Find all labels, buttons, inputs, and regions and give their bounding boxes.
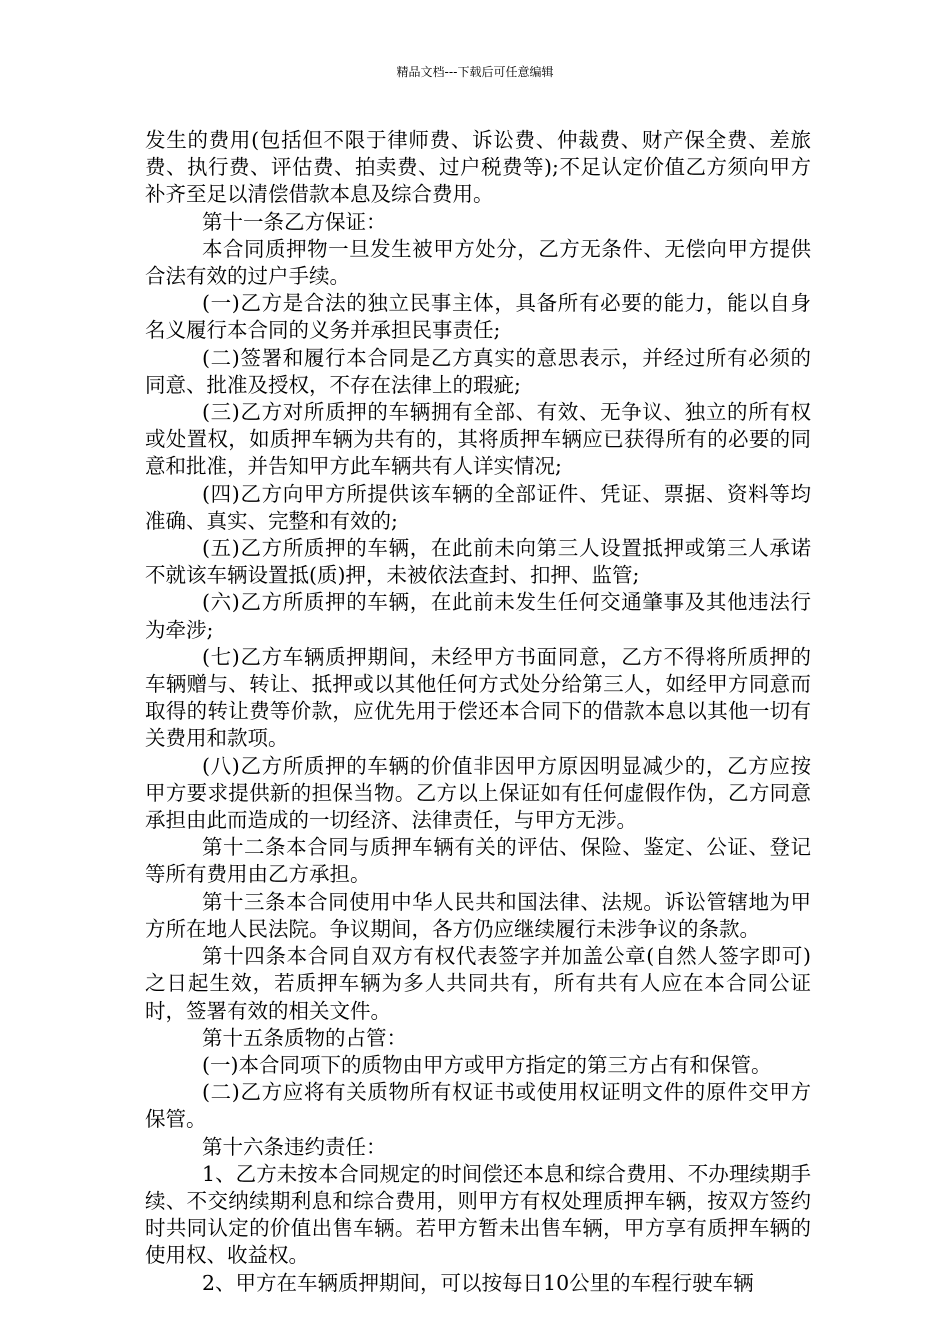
paragraph: (四)乙方向甲方所提供该车辆的全部证件、凭证、票据、资料等均准确、真实、完整和有效的; <box>145 481 811 533</box>
paragraph: (五)乙方所质押的车辆，在此前未向第三人设置抵押或第三人承诺不就该车辆设置抵(质)押，未被依法查封、扣押、监管; <box>145 536 811 588</box>
paragraph: (二)签署和履行本合同是乙方真实的意思表示，并经过所有必须的同意、批准及授权，不存在法律上的瑕疵; <box>145 345 811 397</box>
paragraph: 第十二条本合同与质押车辆有关的评估、保险、鉴定、公证、登记等所有费用由乙方承担。 <box>145 835 811 887</box>
paragraph: (二)乙方应将有关质物所有权证书或使用权证明文件的原件交甲方保管。 <box>145 1080 811 1132</box>
paragraph: 发生的费用(包括但不限于律师费、诉讼费、仲裁费、财产保全费、差旅费、执行费、评估费、拍卖费、过户税费等);不足认定价值乙方须向甲方补齐至足以清偿借款本息及综合费用。 <box>145 128 811 207</box>
paragraph: 本合同质押物一旦发生被甲方处分，乙方无条件、无偿向甲方提供合法有效的过户手续。 <box>145 236 811 289</box>
paragraph: 1、乙方未按本合同规定的时间偿还本息和综合费用、不办理续期手续、不交纳续期利息和综合费用，则甲方有权处理质押车辆，按双方签约时共同认定的价值出售车辆。若甲方暂未出售车辆，甲方享有质押车辆的使用权、收益权。 <box>145 1161 811 1268</box>
paragraph: (一)本合同项下的质物由甲方或甲方指定的第三方占有和保管。 <box>202 1052 772 1077</box>
document-body <box>145 127 811 1297</box>
paragraph: (七)乙方车辆质押期间，未经甲方书面同意，乙方不得将所质押的车辆赠与、转让、抵押或以其他任何方式处分给第三人，如经甲方同意而取得的转让费等价款，应优先用于偿还本合同下的借款本息以其他一切有关费用和款项。 <box>145 644 811 751</box>
paragraph: 第十六条违约责任： <box>202 1134 387 1159</box>
paragraph: 2、甲方在车辆质押期间，可以按每日10公里的车程行驶车辆 <box>202 1270 754 1295</box>
paragraph: 第十四条本合同自双方有权代表签字并加盖公章(自然人签字即可)之日起生效，若质押车辆为多人共同共有，所有共有人应在本合同公证时，签署有效的相关文件。 <box>145 944 811 1023</box>
paragraph: (一)乙方是合法的独立民事主体，具备所有必要的能力，能以自身名义履行本合同的义务并承担民事责任; <box>145 291 811 343</box>
paragraph: 第十三条本合同使用中华人民共和国法律、法规。诉讼管辖地为甲方所在地人民法院。争议期间，各方仍应继续履行未涉争议的条款。 <box>145 889 811 941</box>
paragraph: 第十五条质物的占管： <box>202 1025 407 1050</box>
paragraph: (八)乙方所质押的车辆的价值非因甲方原因明显减少的，乙方应按甲方要求提供新的担保当物。乙方以上保证如有任何虚假作伪，乙方同意承担由此而造成的一切经济、法律责任，与甲方无涉。 <box>145 753 811 833</box>
page-header: 精品文档---下载后可任意编辑 <box>396 65 554 79</box>
paragraph: 第十一条乙方保证： <box>202 209 387 234</box>
paragraph: (三)乙方对所质押的车辆拥有全部、有效、无争议、独立的所有权或处置权，如质押车辆为共有的，其将质押车辆应已获得所有的必要的同意和批准，并告知甲方此车辆共有人详实情况; <box>145 400 811 479</box>
paragraph: (六)乙方所质押的车辆，在此前未发生任何交通肇事及其他违法行为牵涉; <box>145 590 811 642</box>
